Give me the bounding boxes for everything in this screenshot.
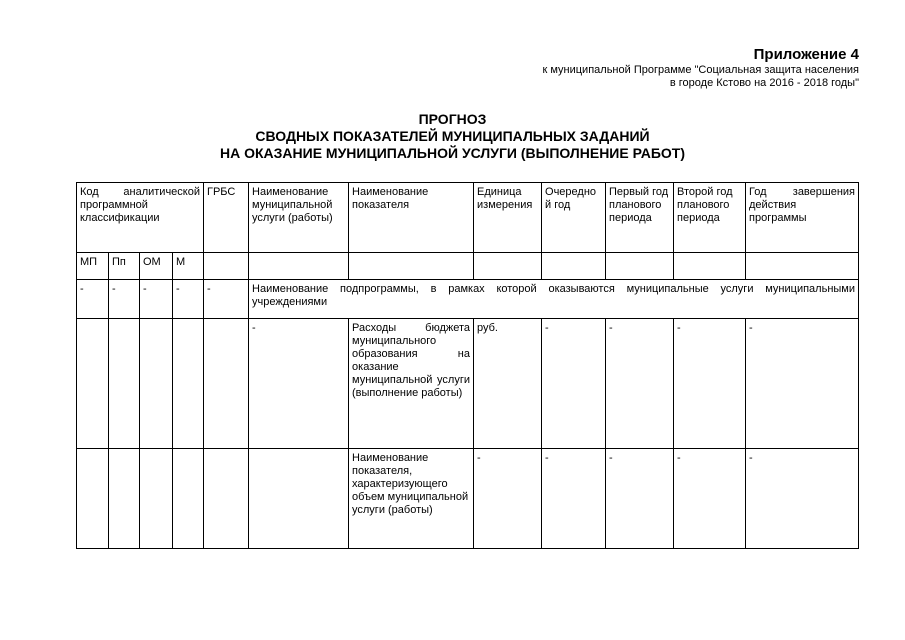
header-grbs: ГРБС — [204, 183, 249, 253]
header-completion-year: Год завершения действия программы — [746, 183, 859, 253]
empty-cell — [77, 449, 109, 549]
subheader-m: М — [173, 253, 204, 280]
empty-cell — [109, 449, 140, 549]
row-first-plan-year: - — [606, 319, 674, 449]
row-completion-year: - — [746, 319, 859, 449]
document-heading — [0, 111, 905, 162]
empty-cell — [674, 253, 746, 280]
row-service — [249, 449, 349, 549]
empty-cell — [349, 253, 474, 280]
empty-cell — [173, 449, 204, 549]
empty-cell — [109, 319, 140, 449]
empty-cell — [746, 253, 859, 280]
subprogram-mp: - — [77, 280, 109, 319]
subprogram-m: - — [173, 280, 204, 319]
empty-cell — [140, 449, 173, 549]
header-current-year: Очередной год — [542, 183, 606, 253]
forecast-table — [76, 182, 859, 549]
empty-cell — [249, 253, 349, 280]
header-second-plan-year: Второй год планового периода — [674, 183, 746, 253]
row-indicator: Наименование показателя, характеризующего объем муниципальной услуги (работы) — [349, 449, 474, 549]
empty-cell — [77, 319, 109, 449]
header-code: Код аналитической программной классификации — [77, 183, 204, 253]
header-first-plan-year: Первый год планового периода — [606, 183, 674, 253]
empty-cell — [474, 253, 542, 280]
row-indicator: Расходы бюджета муниципального образования на оказание муниципальной услуги (выполнение работы) — [349, 319, 474, 449]
empty-cell — [204, 253, 249, 280]
appendix-title: Приложение 4 — [753, 46, 859, 63]
subheader-pp: Пп — [109, 253, 140, 280]
appendix-block — [542, 46, 859, 90]
row-second-plan-year: - — [674, 319, 746, 449]
subprogram-grbs: - — [204, 280, 249, 319]
empty-cell — [140, 319, 173, 449]
header-row — [77, 183, 859, 253]
row-unit: руб. — [474, 319, 542, 449]
heading-line-2: СВОДНЫХ ПОКАЗАТЕЛЕЙ МУНИЦИПАЛЬНЫХ ЗАДАНИЙ — [255, 128, 650, 144]
empty-cell — [204, 319, 249, 449]
subprogram-pp: - — [109, 280, 140, 319]
row-service: - — [249, 319, 349, 449]
heading-line-3: НА ОКАЗАНИЕ МУНИЦИПАЛЬНОЙ УСЛУГИ (ВЫПОЛНЕНИЕ РАБОТ) — [220, 145, 685, 161]
row-unit: - — [474, 449, 542, 549]
empty-cell — [542, 253, 606, 280]
header-service-name: Наименование муниципальной услуги (работы) — [249, 183, 349, 253]
row-current-year: - — [542, 319, 606, 449]
row-current-year: - — [542, 449, 606, 549]
subheader-mp: МП — [77, 253, 109, 280]
empty-cell — [606, 253, 674, 280]
table-row — [77, 319, 859, 449]
table-row — [77, 449, 859, 549]
subprogram-name: Наименование подпрограммы, в рамках которой оказываются муниципальные услуги муниципальными учреждениями — [249, 280, 859, 319]
heading-line-1: ПРОГНОЗ — [418, 111, 487, 127]
subheader-om: ОМ — [140, 253, 173, 280]
empty-cell — [204, 449, 249, 549]
appendix-line-2: в городе Кстово на 2016 - 2018 годы" — [669, 77, 859, 89]
row-first-plan-year: - — [606, 449, 674, 549]
header-unit: Единица измерения — [474, 183, 542, 253]
subprogram-row — [77, 280, 859, 319]
subheader-row — [77, 253, 859, 280]
subprogram-om: - — [140, 280, 173, 319]
row-second-plan-year: - — [674, 449, 746, 549]
header-indicator-name: Наименование показателя — [349, 183, 474, 253]
appendix-line-1: к муниципальной Программе "Социальная защита населения — [542, 64, 859, 76]
row-completion-year: - — [746, 449, 859, 549]
empty-cell — [173, 319, 204, 449]
